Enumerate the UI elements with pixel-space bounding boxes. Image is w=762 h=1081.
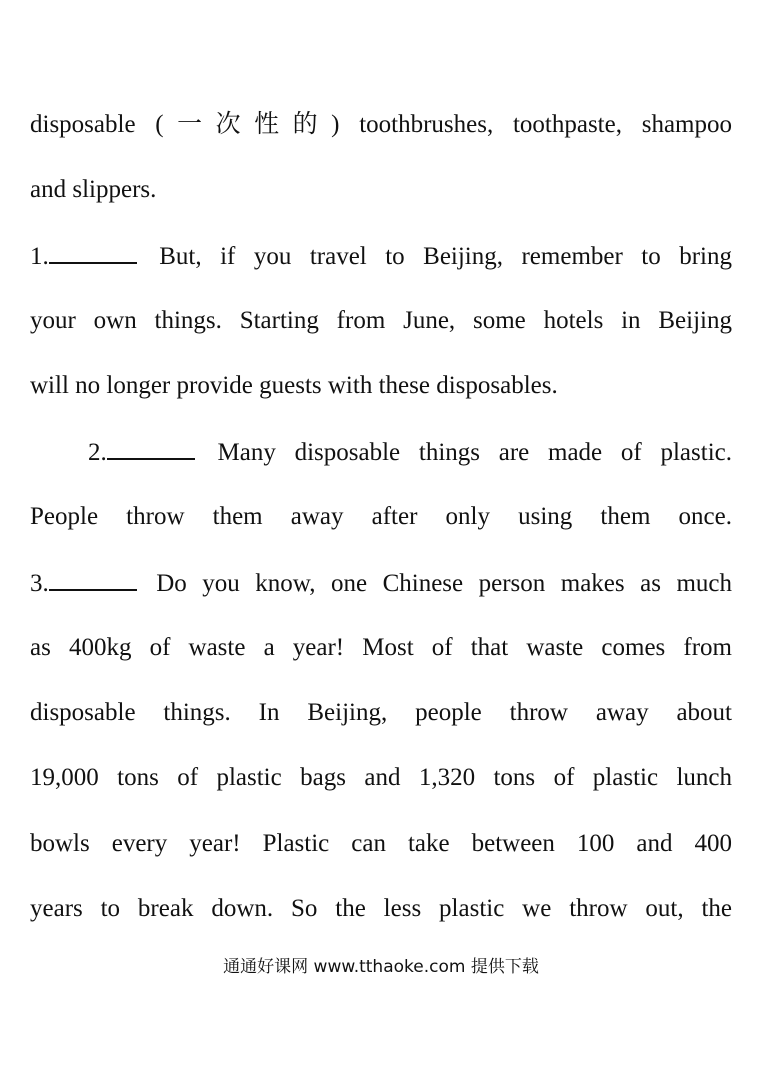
- question-text-2: Many disposable things are made of plastic.: [198, 439, 732, 466]
- question-text-1: But, if you travel to Beijing, remember to bring: [140, 243, 732, 270]
- question-line-1: [30, 240, 732, 270]
- answer-blank-1[interactable]: [49, 240, 137, 264]
- question-number-1: 1.: [30, 243, 49, 270]
- text-line-9: as 400kg of waste a year! Most of that waste comes from: [30, 634, 732, 661]
- text-line-10: disposable things. In Beijing, people throw away about: [30, 699, 732, 726]
- text-line-2: and slippers.: [30, 176, 157, 203]
- answer-blank-3[interactable]: [49, 567, 137, 591]
- text-line-1: disposable (一次性的) toothbrushes, toothpaste, shampoo: [30, 111, 732, 138]
- answer-blank-2[interactable]: [107, 436, 195, 460]
- question-text-3: Do you know, one Chinese person makes as much: [140, 570, 732, 597]
- text-line-7: People throw them away after only using them once.: [30, 503, 732, 530]
- text-line-4: your own things. Starting from June, some hotels in Beijing: [30, 307, 732, 334]
- text-line-13: years to break down. So the less plastic we throw out, the: [30, 895, 732, 922]
- question-number-3: 3.: [30, 570, 49, 597]
- text-line-11: 19,000 tons of plastic bags and 1,320 tons of plastic lunch: [30, 764, 732, 791]
- question-line-2: [88, 436, 732, 466]
- footer-watermark: 通通好课网 www.tthaoke.com 提供下载: [223, 957, 539, 977]
- question-line-3: [30, 567, 732, 597]
- text-line-5: will no longer provide guests with these disposables.: [30, 372, 558, 399]
- question-number-2: 2.: [88, 439, 107, 466]
- text-line-12: bowls every year! Plastic can take between 100 and 400: [30, 830, 732, 857]
